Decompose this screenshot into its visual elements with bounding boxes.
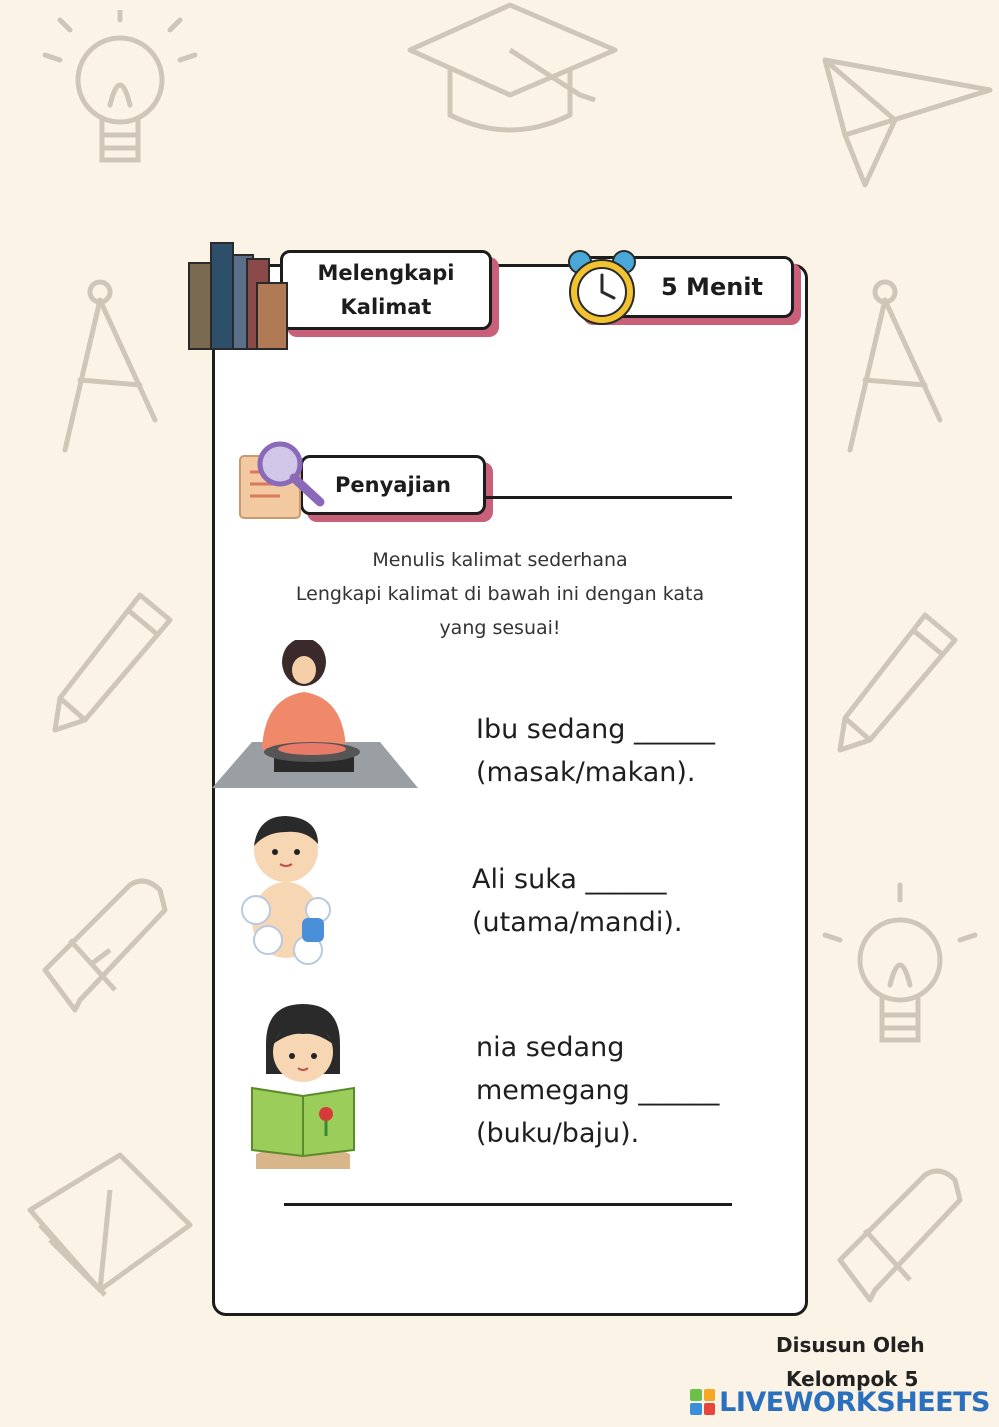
graduation-cap-doodle-icon (400, 0, 630, 150)
title-line-1: Melengkapi (317, 261, 455, 285)
lightbulb-doodle-right-icon (820, 880, 980, 1070)
bottom-rule (284, 1203, 732, 1206)
eraser-doodle-right-icon (830, 1160, 970, 1310)
compass-doodle-icon (45, 270, 175, 460)
woman-cooking-illustration (212, 640, 418, 790)
question-1-line-2: (masak/makan). (476, 757, 696, 788)
footer-author-label: Disusun Oleh (776, 1333, 925, 1357)
footer-group-label: Kelompok 5 (786, 1367, 919, 1391)
question-1 (476, 708, 715, 794)
instruction-line-1: Menulis kalimat sederhana (372, 549, 628, 571)
question-2 (472, 858, 682, 944)
question-1-line-1: Ibu sedang ______ (476, 714, 715, 745)
question-3-line-3: (buku/baju). (476, 1118, 640, 1149)
question-2-line-2: (utama/mandi). (472, 907, 683, 938)
time-label: 5 Menit (661, 273, 763, 301)
section-label: Penyajian (335, 473, 451, 497)
liveworksheets-watermark[interactable] (690, 1385, 990, 1419)
instructions-text (262, 543, 738, 645)
compass-doodle-right-icon (830, 270, 960, 460)
alarm-clock-icon (562, 242, 644, 330)
lightbulb-doodle-icon (40, 10, 200, 200)
instruction-line-3: yang sesuai! (439, 617, 561, 639)
eraser-doodle-icon (35, 870, 175, 1020)
instruction-line-2: Lengkapi kalimat di bawah ini dengan kata (295, 583, 705, 605)
question-3-line-1: nia sedang (476, 1032, 625, 1063)
magnifier-document-icon (236, 438, 326, 522)
girl-reading-illustration (246, 1004, 360, 1174)
pencil-doodle-icon (40, 580, 180, 740)
title-tab (280, 250, 492, 330)
title-line-2: Kalimat (340, 295, 432, 319)
boy-bathing-illustration (236, 810, 336, 970)
pencil-doodle-right-icon (825, 600, 965, 760)
books-icon (185, 235, 290, 353)
paper-plane-doodle-icon (815, 40, 995, 190)
liveworksheets-text: LIVEWORKSHEETS (719, 1386, 990, 1418)
question-3 (476, 1026, 719, 1155)
question-2-line-1: Ali suka ______ (472, 864, 667, 895)
section-tab (300, 455, 486, 515)
section-underline (484, 496, 732, 499)
liveworksheets-logo-icon (690, 1389, 715, 1415)
question-3-line-2: memegang ______ (476, 1075, 720, 1106)
open-book-doodle-icon (20, 1150, 200, 1300)
